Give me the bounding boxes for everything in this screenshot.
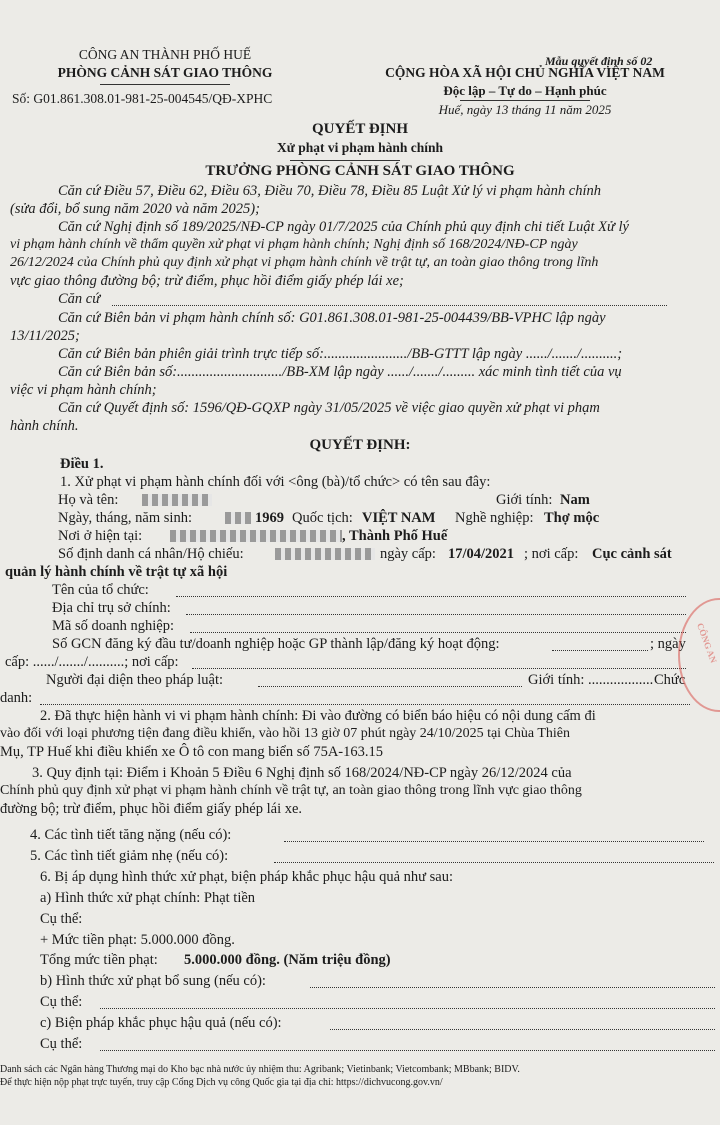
redacted-dob: [225, 512, 251, 524]
rule-line: đường bộ; trừ điểm, phục hồi điểm giấy phép lái xe.: [0, 801, 303, 817]
rule-line: Chính phủ quy định xử phạt vi phạm hành chính về trật tự, an toàn giao thông trong lĩnh vực giao thông: [0, 783, 582, 798]
additional-penalty-label: b) Hình thức xử phạt bổ sung (nếu có):: [40, 973, 266, 989]
department-name: PHÒNG CẢNH SÁT GIAO THÔNG: [57, 65, 273, 80]
total-label: Tổng mức tiền phạt:: [40, 952, 158, 968]
gcn-label: Số GCN đăng ký đầu tư/doanh nghiệp hoặc GP thành lập/đăng ký hoạt động:: [52, 636, 500, 652]
dob-label: Ngày, tháng, năm sinh:: [58, 510, 192, 526]
rule-line: 3. Quy định tại: Điểm i Khoản 5 Điều 6 Nghị định số 168/2024/NĐ-CP ngày 26/12/2024 của: [32, 765, 572, 781]
header-left-rule: [100, 84, 230, 85]
job-value: Thợ mộc: [544, 510, 600, 526]
dotted-fill: [192, 656, 686, 669]
main-penalty: a) Hình thức xử phạt chính: Phạt tiền: [40, 890, 256, 906]
specific-label: Cụ thể:: [40, 911, 83, 927]
dotted-fill: [176, 584, 686, 597]
basis-line: Căn cứ Biên bản vi phạm hành chính số: G01.861.308.01-981-25-004439/BB-VPHC lập ngày: [58, 310, 606, 326]
basis-line: 13/11/2025;: [10, 328, 80, 344]
sanction-intro: 6. Bị áp dụng hình thức xử phạt, biện pháp khắc phục hậu quả như sau:: [40, 869, 453, 885]
footnote-banks: Danh sách các Ngân hàng Thương mại do Kho bạc nhà nước ủy nhiệm thu: Agribank; Vietinbank; Vietcombank; MBbank; BIDV.: [0, 1064, 520, 1075]
dob-year: 1969: [255, 510, 284, 526]
violation-line: vào đối với loại phương tiện đang điều khiển, vào hồi 13 giờ 07 phút ngày 24/10/2025 tại Chùa Thiên: [0, 726, 571, 741]
agency-name: CÔNG AN THÀNH PHỐ HUẾ: [78, 47, 252, 62]
nationality-label: Quốc tịch:: [292, 510, 353, 526]
job-label: Nghề nghiệp:: [455, 510, 534, 526]
issuer-continued: quản lý hành chính về trật tự xã hội: [5, 564, 228, 580]
article-intro: 1. Xử phạt vi phạm hành chính đối với <ông (bà)/tổ chức> có tên sau đây:: [60, 474, 491, 490]
rep-title-label: Chức: [654, 672, 686, 688]
decision-heading: QUYẾT ĐỊNH:: [309, 437, 411, 453]
mitigating-label: 5. Các tình tiết giảm nhẹ (nếu có):: [30, 848, 229, 864]
dotted-fill: [100, 1038, 715, 1051]
form-number: Mẫu quyết định số 02: [545, 54, 653, 68]
address-value: , Thành Phố Huế: [342, 528, 448, 544]
title-rule: [290, 160, 400, 161]
basis-line: Căn cứ Nghị định số 189/2025/NĐ-CP ngày 01/7/2025 của Chính phủ quy định chi tiết Luật Xử lý: [58, 219, 629, 235]
issuer-value: Cục cảnh sát: [592, 546, 672, 562]
country-name: CỘNG HÒA XÃ HỘI CHỦ NGHĨA VIỆT NAM: [385, 65, 665, 80]
title-label: danh:: [0, 690, 33, 706]
specific-label: Cụ thể:: [40, 994, 83, 1010]
motto: Độc lập – Tự do – Hạnh phúc: [443, 83, 607, 98]
tax-code-label: Mã số doanh nghiệp:: [52, 618, 175, 634]
article-heading: Điều 1.: [60, 456, 104, 472]
dotted-fill: [552, 638, 648, 651]
rep-gender-dots: ..................: [588, 672, 654, 688]
authority: TRƯỞNG PHÒNG CẢNH SÁT GIAO THÔNG: [205, 163, 515, 179]
violation-line: 2. Đã thực hiện hành vi vi phạm hành chính: Đi vào đường có biển báo hiệu có nội dung cấm đi: [40, 708, 596, 724]
basis-line: Căn cứ Biên bản số:............................./BB-XM lập ngày ....../......./......... xác minh tình tiết của vụ: [58, 364, 622, 380]
rep-gender-label: Giới tính:: [528, 672, 585, 688]
dotted-fill: [330, 1017, 715, 1030]
fine-rate: + Mức tiền phạt: 5.000.000 đồng.: [40, 932, 235, 948]
total-value: 5.000.000 đồng. (Năm triệu đồng): [184, 952, 391, 968]
doc-number: Số: G01.861.308.01-981-25-004545/QĐ-XPHC: [12, 91, 273, 106]
rep-label: Người đại diện theo pháp luật:: [46, 672, 224, 688]
decision-subtitle: Xử phạt vi phạm hành chính: [276, 140, 444, 155]
gender-value: Nam: [560, 492, 590, 508]
issue-line: cấp: ....../......./..........; nơi cấp:: [5, 654, 179, 670]
basis-line: (sửa đổi, bổ sung năm 2020 và năm 2025);: [10, 201, 260, 217]
redacted-name: [142, 494, 212, 506]
decision-title: QUYẾT ĐỊNH: [312, 121, 408, 137]
org-address-label: Địa chỉ trụ sở chính:: [52, 600, 171, 616]
dotted-fill: [190, 620, 686, 633]
place-date: Huế, ngày 13 tháng 11 năm 2025: [438, 102, 612, 117]
gcn-tail: ; ngày: [650, 636, 686, 652]
dotted-fill: [112, 293, 667, 306]
basis-line: vực giao thông đường bộ; trừ điểm, phục hồi điểm giấy phép lái xe;: [10, 273, 404, 289]
footnote-online-payment: Để thực hiện nộp phạt trực tuyến, truy cập Cổng Dịch vụ công Quốc gia tại địa chỉ: https://dichvucong.gov.vn/: [0, 1077, 443, 1088]
stamp-text: CÔNG AN: [695, 621, 719, 665]
basis-line: vi phạm hành chính về thẩm quyền xử phạt vi phạm hành chính; Nghị định số 168/2024/NĐ-CP ngày: [10, 237, 578, 252]
org-name-label: Tên của tổ chức:: [52, 582, 149, 598]
basis-line: Căn cứ Biên bản phiên giải trình trực tiếp số:......................./BB-GTTT lập ngày ....../......./..........;: [58, 346, 623, 362]
name-label: Họ và tên:: [58, 492, 119, 508]
redacted-id: [275, 548, 375, 560]
issuer-label: ; nơi cấp:: [524, 546, 579, 562]
remedy-label: c) Biện pháp khắc phục hậu quả (nếu có):: [40, 1015, 282, 1031]
address-label: Nơi ở hiện tại:: [58, 528, 143, 544]
specific-label: Cụ thể:: [40, 1036, 83, 1052]
nationality-value: VIỆT NAM: [362, 510, 436, 526]
dotted-fill: [40, 692, 690, 705]
issue-date-label: ngày cấp:: [380, 546, 436, 562]
dotted-fill: [284, 829, 704, 842]
id-label: Số định danh cá nhân/Hộ chiếu:: [58, 546, 244, 562]
violation-line: Mụ, TP Huế khi điều khiển xe Ô tô con mang biển số 75A-163.15: [0, 744, 383, 760]
dotted-fill: [186, 602, 686, 615]
basis-line: việc vi phạm hành chính;: [10, 382, 157, 398]
basis-line: Căn cứ Điều 57, Điều 62, Điều 63, Điều 70, Điều 78, Điều 85 Luật Xử lý vi phạm hành chính: [58, 183, 601, 199]
basis-line: Căn cứ Quyết định số: 1596/QĐ-GQXP ngày 31/05/2025 về việc giao quyền xử phạt vi phạm: [58, 400, 600, 416]
dotted-fill: [258, 674, 522, 687]
issue-date: 17/04/2021: [448, 546, 515, 562]
basis-line: 26/12/2024 của Chính phủ quy định xử phạt vi phạm hành chính về trật tự, an toàn giao thông trong lĩnh: [10, 255, 599, 270]
dotted-fill: [100, 996, 715, 1009]
redacted-address: [170, 530, 342, 542]
dotted-fill: [274, 850, 714, 863]
basis-line: hành chính.: [10, 418, 79, 434]
gender-label: Giới tính:: [496, 492, 553, 508]
basis-line: Căn cứ: [58, 291, 101, 307]
aggravating-label: 4. Các tình tiết tăng nặng (nếu có):: [30, 827, 232, 843]
dotted-fill: [310, 975, 715, 988]
